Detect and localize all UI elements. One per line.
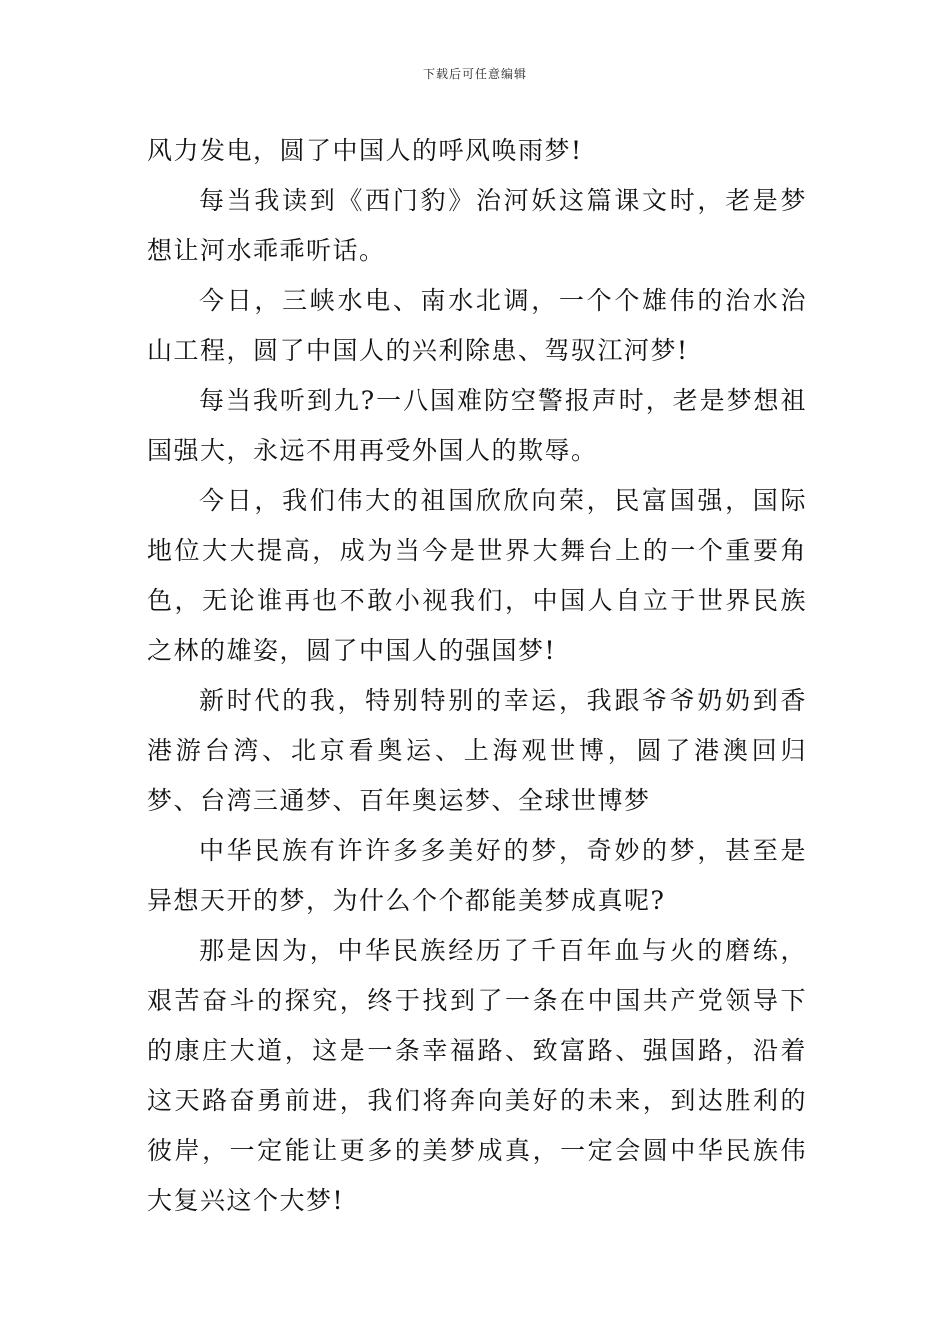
- paragraph: 今日，我们伟大的祖国欣欣向荣，民富国强，国际地位大大提高，成为当今是世界大舞台上的一个重要角色，无论谁再也不敢小视我们，中国人自立于世界民族之林的雄姿，圆了中国人的强国梦!: [147, 486, 807, 665]
- document-body: [147, 126, 807, 1226]
- page-header: 下载后可任意编辑: [422, 67, 527, 81]
- paragraph: 每当我听到九?一八国难防空警报声时，老是梦想祖国强大，永远不用再受外国人的欺辱。: [147, 386, 807, 465]
- paragraph: 今日，三峡水电、南水北调，一个个雄伟的治水治山工程，圆了中国人的兴利除患、驾驭江河梦!: [147, 286, 807, 365]
- paragraph: 每当我读到《西门豹》治河妖这篇课文时，老是梦想让河水乖乖听话。: [147, 186, 807, 265]
- paragraph: 新时代的我，特别特别的幸运，我跟爷爷奶奶到香港游台湾、北京看奥运、上海观世博，圆了港澳回归梦、台湾三通梦、百年奥运梦、全球世博梦: [147, 686, 807, 815]
- paragraph: 中华民族有许许多多美好的梦，奇妙的梦，甚至是异想天开的梦，为什么个个都能美梦成真呢?: [147, 836, 807, 915]
- paragraph: 风力发电，圆了中国人的呼风唤雨梦!: [147, 136, 583, 165]
- paragraph: 那是因为，中华民族经历了千百年血与火的磨练，艰苦奋斗的探究，终于找到了一条在中国共产党领导下的康庄大道，这是一条幸福路、致富路、强国路，沿着这天路奋勇前进，我们将奔向美好的未来，到达胜利的彼岸，一定能让更多的美梦成真，一定会圆中华民族伟大复兴这个大梦!: [147, 936, 807, 1215]
